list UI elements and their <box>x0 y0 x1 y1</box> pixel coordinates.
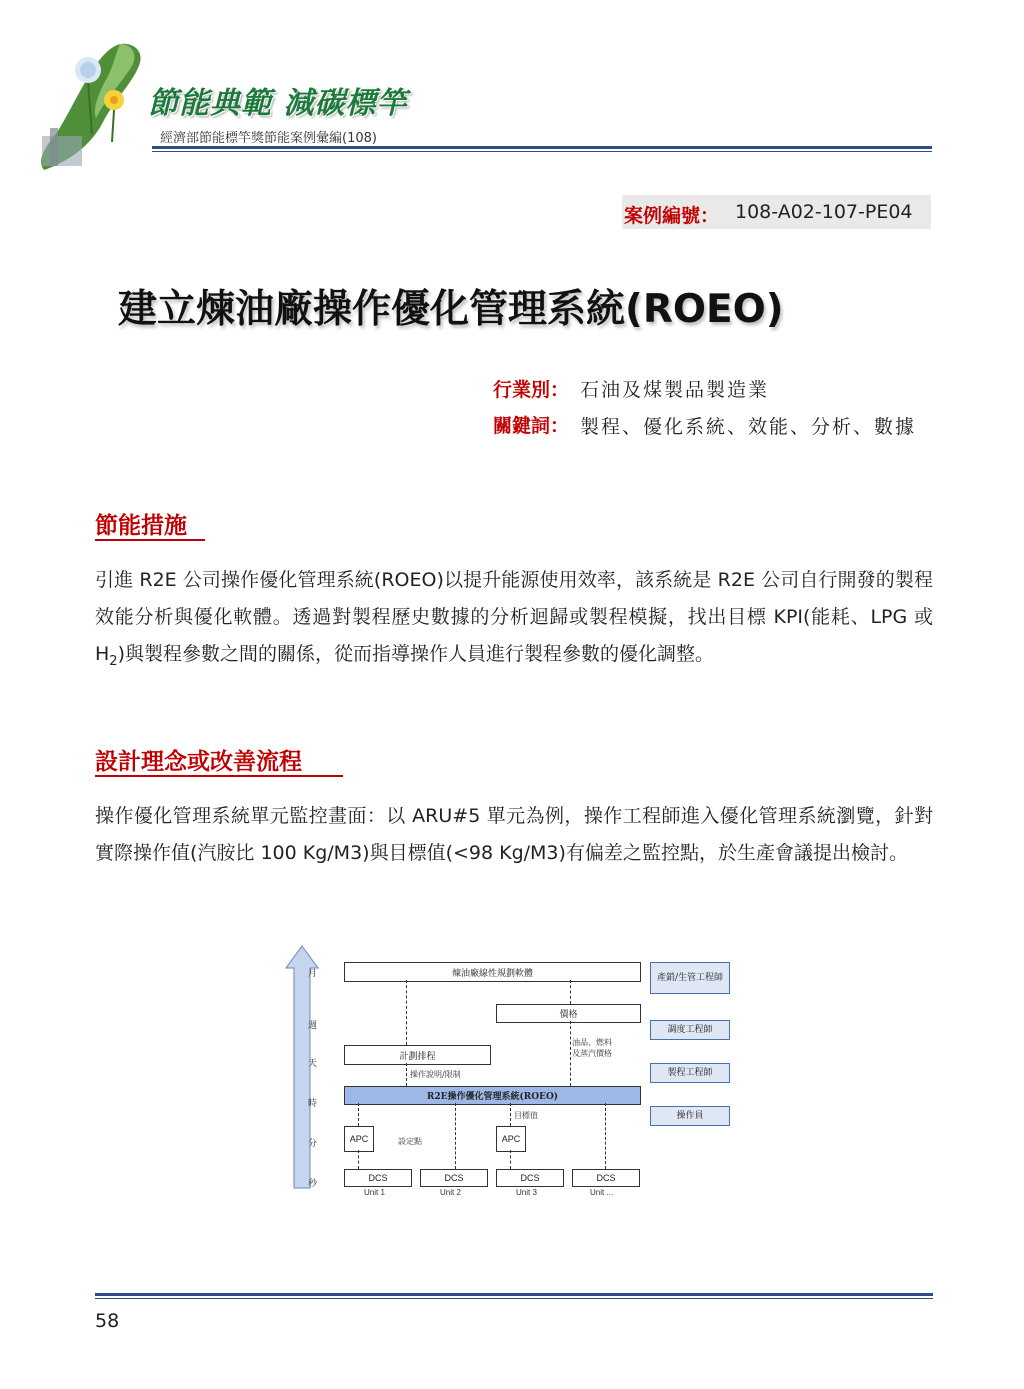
measures-text-b: )與製程參數之間的關係，從而指導操作人員進行製程參數的優化調整。 <box>117 643 714 665</box>
timescale-week: 週 <box>308 1021 318 1031</box>
connector <box>570 980 571 1004</box>
unit-label: Unit 3 <box>516 1188 537 1197</box>
connector <box>455 1103 456 1169</box>
role-process-engineer: 製程工程師 <box>650 1063 730 1083</box>
connector <box>510 1103 511 1126</box>
role-operator: 操作員 <box>650 1106 730 1126</box>
price-note-1: 油品、燃料 <box>572 1038 612 1047</box>
section-heading-measures: 節能措施 <box>95 513 187 539</box>
keywords-value: 製程、優化系統、效能、分析、數據 <box>580 416 917 438</box>
lp-software-box: 煉油廠線性規劃軟體 <box>344 962 641 982</box>
footer-rule-thin <box>95 1298 933 1299</box>
industry-label: 行業別： <box>493 379 570 401</box>
unit-label: Unit 1 <box>364 1188 385 1197</box>
section-underline <box>95 775 343 777</box>
timescale-month: 月 <box>308 969 318 979</box>
connector <box>605 1103 606 1169</box>
header-rule <box>152 146 932 149</box>
dcs-box: DCS <box>572 1169 640 1187</box>
connector <box>406 980 407 1045</box>
case-number-label: 案例編號： <box>624 205 720 227</box>
setpoint-note: 設定點 <box>398 1137 422 1146</box>
apc-box: APC <box>344 1126 374 1152</box>
footer-rule <box>95 1293 933 1296</box>
industry-value: 石油及煤製品製造業 <box>580 379 770 401</box>
header-rule-thin <box>152 151 932 152</box>
brand-subtitle: 經濟部節能標竿獎節能案例彙編(108) <box>160 131 377 146</box>
timescale-hour: 時 <box>308 1099 318 1109</box>
connector <box>358 1103 359 1126</box>
page-number: 58 <box>95 1310 120 1332</box>
roeo-box: R2E操作優化管理系統(ROEO) <box>344 1086 641 1105</box>
role-dispatch-engineer: 調度工程師 <box>650 1020 730 1040</box>
design-paragraph: 操作優化管理系統單元監控畫面：以 ARU#5 單元為例，操作工程師進入優化管理系統瀏覽，針對實際操作值(汽胺比 100 Kg/M3)與目標值(<98 Kg/M3)有偏差之監控點，於生產會議提出檢討。 <box>95 805 933 864</box>
role-production-engineer: 產銷/生管工程師 <box>650 962 730 994</box>
connector <box>358 1150 359 1169</box>
keywords-label: 關鍵詞： <box>493 415 570 437</box>
price-box: 價格 <box>496 1004 641 1023</box>
case-number-value: 108-A02-107-PE04 <box>735 201 913 223</box>
connector <box>406 1063 407 1086</box>
measures-paragraph <box>95 562 933 680</box>
brand-title: 節能典範 減碳標竿 <box>148 86 408 121</box>
timescale-day: 天 <box>308 1059 318 1069</box>
unit-label: Unit ... <box>590 1188 614 1197</box>
measures-text-sub: 2 <box>109 653 118 669</box>
section-heading-design: 設計理念或改善流程 <box>95 749 302 775</box>
timescale-second: 秒 <box>308 1179 318 1189</box>
schedule-box: 計劃排程 <box>344 1045 491 1065</box>
plan-note: 操作說明/限制 <box>410 1070 461 1079</box>
connector <box>510 1150 511 1169</box>
page-title: 建立煉油廠操作優化管理系統(ROEO) <box>118 287 784 332</box>
measures-text-a: 引進 R2E 公司操作優化管理系統(ROEO)以提升能源使用效率，該系統是 R2E 公司自行開發的製程效能分析與優化軟體。透過對製程歷史數據的分析迴歸或製程模擬，找出目標 KPI(能耗、LPG 或 H <box>95 569 933 665</box>
timescale-minute: 分 <box>308 1139 318 1149</box>
price-note-2: 及蒸汽價格 <box>572 1049 612 1058</box>
taiwan-logo <box>22 38 152 178</box>
dcs-box: DCS <box>344 1169 412 1187</box>
section-underline <box>95 539 205 541</box>
dcs-box: DCS <box>496 1169 564 1187</box>
apc-box: APC <box>496 1126 526 1152</box>
connector <box>570 1021 571 1086</box>
target-note: 目標值 <box>514 1111 538 1120</box>
unit-label: Unit 2 <box>440 1188 461 1197</box>
roeo-architecture-diagram <box>280 944 750 1214</box>
dcs-box: DCS <box>420 1169 488 1187</box>
